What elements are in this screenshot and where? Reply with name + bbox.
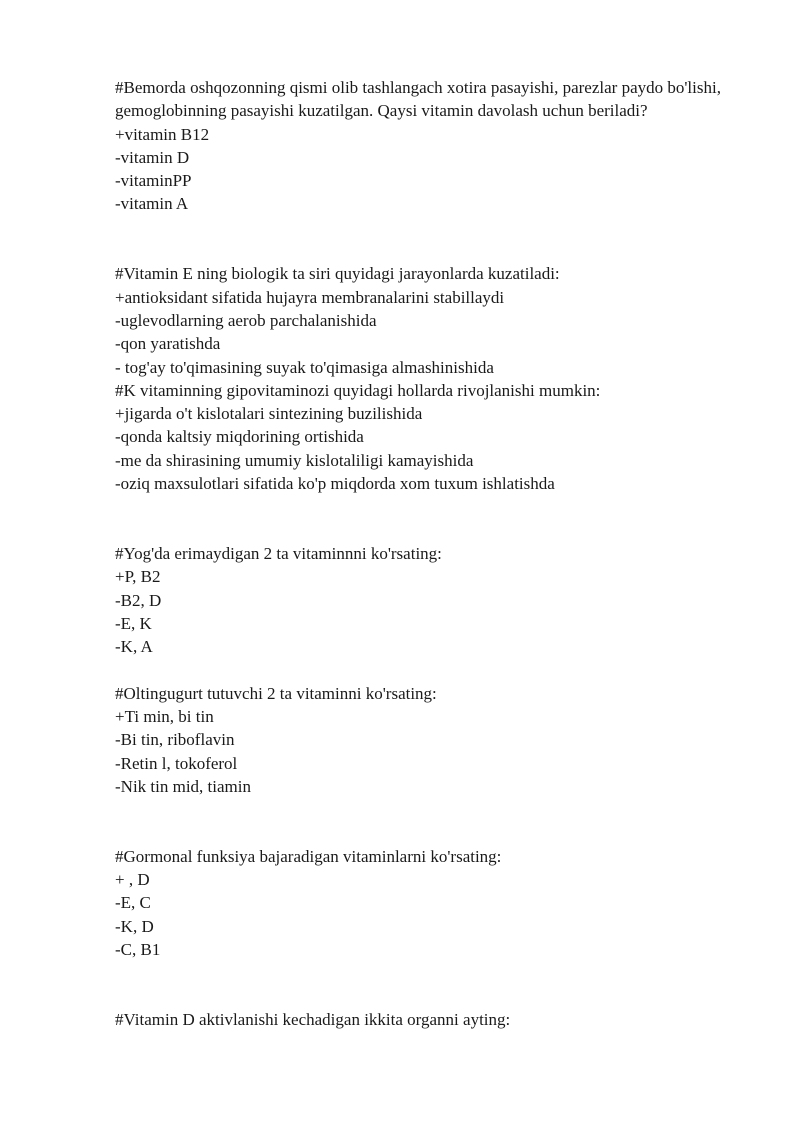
- document-page: [115, 76, 735, 1031]
- answer-option: -qonda kaltsiy miqdorining ortishida: [115, 427, 364, 447]
- answer-option-correct: +P, B2: [115, 567, 161, 587]
- answer-option: -uglevodlarning aerob parchalanishida: [115, 310, 377, 330]
- answer-option: -vitaminPP: [115, 171, 192, 191]
- spacer: [115, 798, 735, 845]
- answer-option: -E, C: [115, 893, 151, 913]
- question-text: #Bemorda oshqozonning qismi olib tashlangach xotira pasayishi, parezlar paydo bo'lishi, gemoglobinning pasayishi kuzatilgan. Qaysi vitamin davolash uchun beriladi?: [115, 78, 721, 121]
- answer-option-correct: + , D: [115, 870, 150, 890]
- question-block: [115, 379, 735, 495]
- answer-option: -B2, D: [115, 590, 162, 610]
- answer-option: -C, B1: [115, 939, 161, 959]
- answer-option: -vitamin A: [115, 194, 189, 214]
- answer-option: -Bi tin, riboflavin: [115, 730, 235, 750]
- answer-option: -oziq maxsulotlari sifatida ko'p miqdorda xom tuxum ishlatishda: [115, 474, 555, 494]
- answer-option: - tog'ay to'qimasining suyak to'qimasiga almashinishida: [115, 357, 494, 377]
- spacer: [115, 658, 735, 681]
- question-block: [115, 682, 735, 798]
- answer-option: -Retin l, tokoferol: [115, 753, 238, 773]
- question-text: #Vitamin D aktivlanishi kechadigan ikkita organni ayting:: [115, 1009, 511, 1029]
- spacer: [115, 495, 735, 542]
- answer-option: -K, D: [115, 916, 154, 936]
- answer-option-correct: +antioksidant sifatida hujayra membranalarini stabillaydi: [115, 287, 505, 307]
- question-text: #Vitamin E ning biologik ta siri quyidagi jarayonlarda kuzatiladi:: [115, 264, 560, 284]
- spacer: [115, 216, 735, 263]
- question-text: #Yog'da erimaydigan 2 ta vitaminnni ko'rsating:: [115, 543, 442, 563]
- answer-option: -vitamin D: [115, 147, 190, 167]
- question-text: #K vitaminning gipovitaminozi quyidagi hollarda rivojlanishi mumkin:: [115, 380, 601, 400]
- spacer: [115, 961, 735, 1008]
- answer-option-correct: +vitamin B12: [115, 124, 210, 144]
- question-block: [115, 542, 735, 658]
- question-block: [115, 262, 735, 378]
- question-text: #Oltingugurt tutuvchi 2 ta vitaminni ko'rsating:: [115, 683, 437, 703]
- answer-option: -K, A: [115, 637, 153, 657]
- answer-option: -Nik tin mid, tiamin: [115, 776, 251, 796]
- answer-option: -E, K: [115, 613, 152, 633]
- question-block: [115, 845, 735, 961]
- answer-option-correct: +jigarda o't kislotalari sintezining buzilishida: [115, 404, 423, 424]
- question-block: [115, 76, 735, 216]
- answer-option-correct: +Ti min, bi tin: [115, 707, 214, 727]
- question-text: #Gormonal funksiya bajaradigan vitaminlarni ko'rsating:: [115, 846, 502, 866]
- answer-option: -me da shirasining umumiy kislotaliligi kamayishida: [115, 450, 474, 470]
- question-block: [115, 1008, 735, 1031]
- answer-option: -qon yaratishda: [115, 334, 221, 354]
